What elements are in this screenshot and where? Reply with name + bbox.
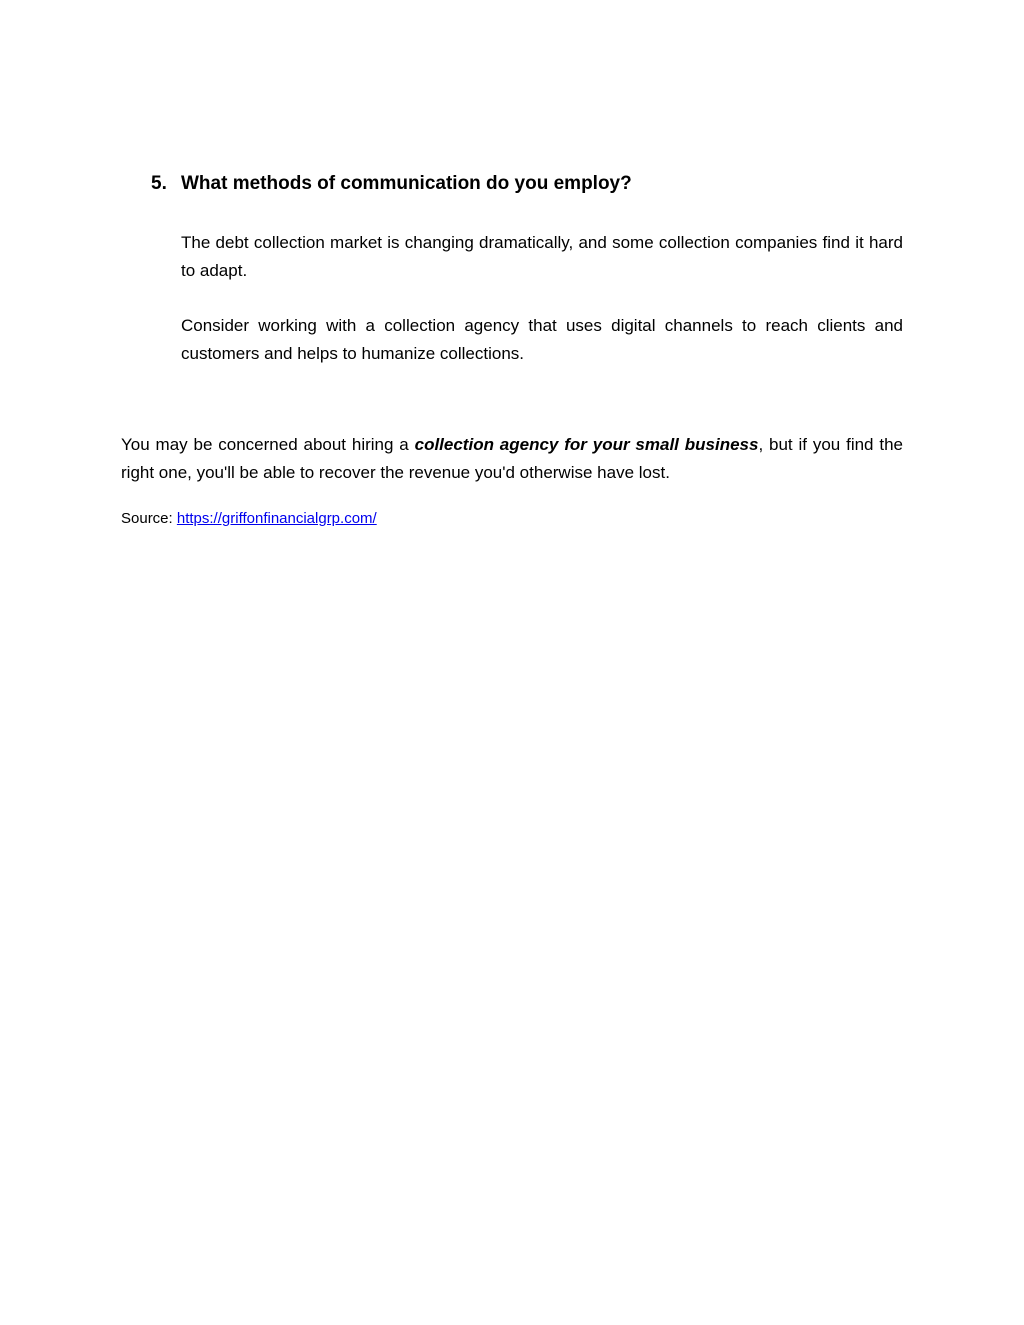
section-title: What methods of communication do you employ?: [181, 173, 632, 194]
conclusion-text-start: You may be concerned about hiring a: [121, 435, 415, 454]
conclusion-text-end: , but if you find the right one, you'll be able to recover the revenue you'd otherwise have lost.: [121, 435, 903, 482]
section-paragraph-2: Consider working with a collection agency that uses digital channels to reach clients and customers and helps to humanize collections.: [181, 316, 903, 363]
conclusion-emphasis: collection agency for your small business: [414, 435, 759, 454]
source-line: [121, 507, 377, 531]
source-label: Source:: [121, 510, 177, 527]
section-number: 5.: [151, 173, 167, 194]
section-heading: [151, 170, 911, 198]
conclusion-paragraph: [121, 431, 903, 487]
source-link[interactable]: https://griffonfinancialgrp.com/: [176, 510, 377, 527]
section-paragraph-1: The debt collection market is changing dramatically, and some collection companies find it hard to adapt.: [181, 233, 903, 280]
